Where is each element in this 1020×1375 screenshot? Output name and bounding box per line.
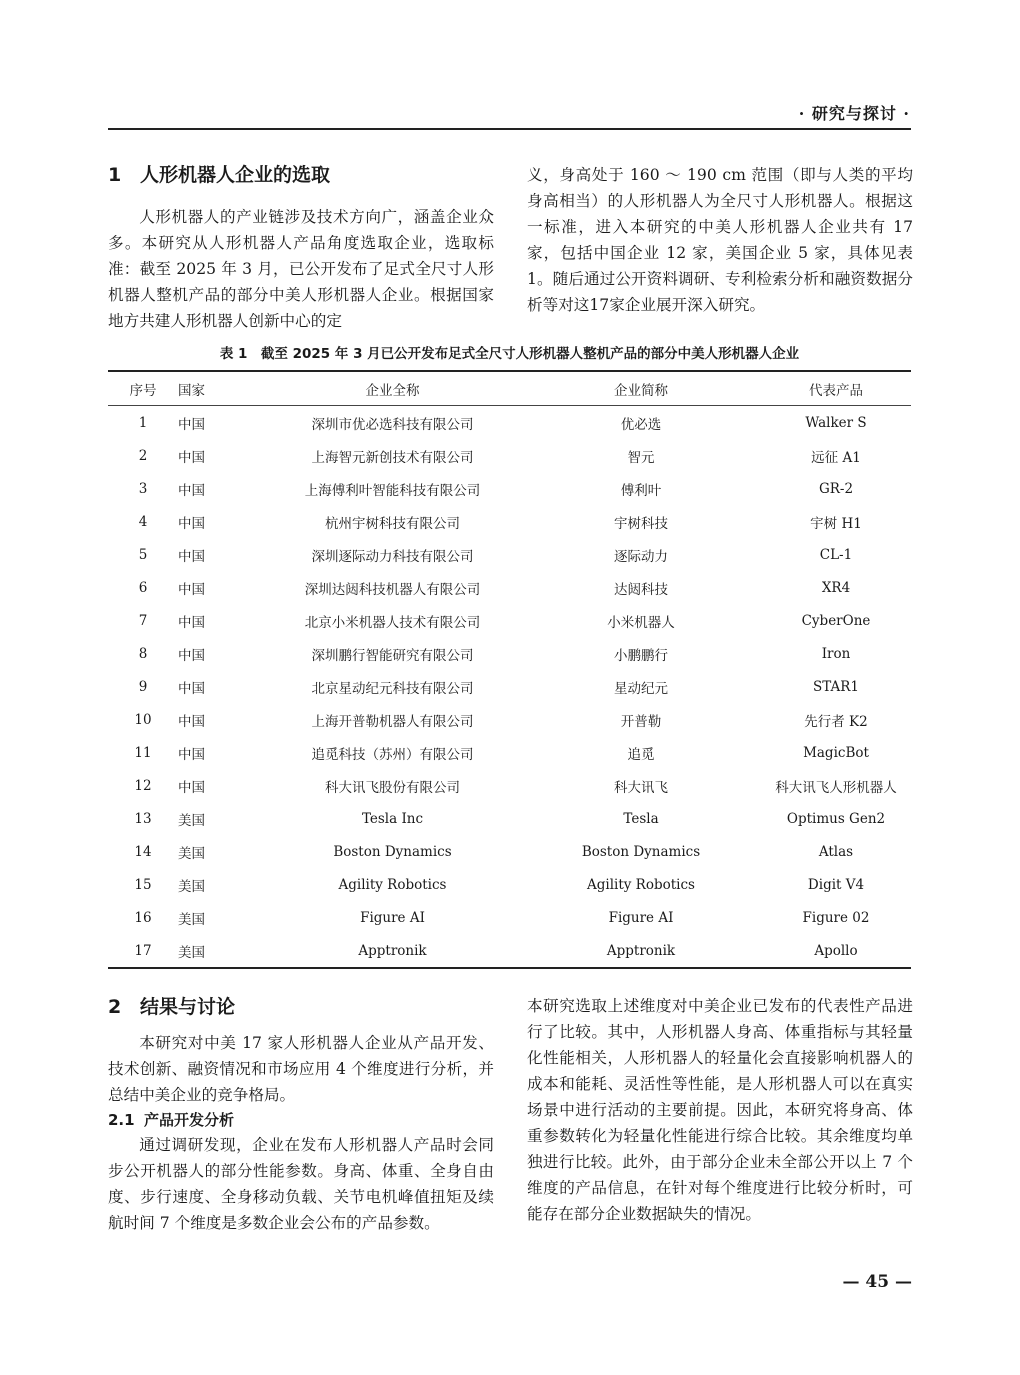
cell-product: Walker S: [805, 414, 867, 431]
table-row: [108, 670, 911, 703]
cell-short-name: Tesla: [623, 810, 659, 827]
cell-country: 美国: [178, 878, 205, 895]
header-index: 序号: [108, 371, 178, 406]
section2-paragraph2-right: 本研究选取上述维度对中美企业已发布的代表性产品进行了比较。其中，人形机器人身高、体重指标与其轻量化性能相关，人形机器人的轻量化会直接影响机器人的成本和能耗、灵活性等性能，是人形机器人可以在真实场景中进行活动的主要前提。因此，本研究将身高、体重参数转化为轻量化性能进行综合比较。其余维度均单独进行比较。此外，由于部分企业未全部公开以上 7 个维度的产品信息，在针对每个维度进行比较分析时，可能存在部分企业数据缺失的情况。: [527, 997, 913, 1223]
header-full-name: 企业全称: [264, 371, 521, 406]
cell-product: Iron: [821, 645, 851, 662]
section2-right-column: [527, 993, 913, 1227]
cell-country: 中国: [178, 515, 205, 532]
cell-short-name: 开普勒: [620, 713, 662, 730]
cell-country: 美国: [178, 911, 205, 928]
cell-short-name: Figure AI: [608, 909, 674, 926]
section2-heading: [108, 992, 494, 1022]
cell-product: STAR1: [812, 678, 860, 695]
table-row: [108, 604, 911, 637]
cell-short-name: 达闼科技: [614, 581, 668, 598]
cell-index: 17: [108, 934, 178, 968]
section2-paragraph2-left: 通过调研发现，企业在发布人形机器人产品时会同步公开机器人的部分性能参数。身高、体重、全身自由度、步行速度、全身移动负载、关节电机峰值扭矩及续航时间 7 个维度是多数企业会公布的产品参数。: [108, 1136, 494, 1232]
companies-table: [108, 370, 911, 969]
cell-product: Digit V4: [807, 876, 865, 893]
cell-index: 5: [138, 546, 148, 563]
table-caption: 表 1 截至 2025 年 3 月已公开发布足式全尺寸人形机器人整机产品的部分中美人形机器人企业: [219, 346, 800, 362]
cell-product: 宇树 H1: [810, 515, 862, 532]
cell-country: 中国: [178, 482, 205, 499]
table-row: [108, 505, 911, 538]
cell-index: 4: [138, 513, 148, 530]
cell-country: 中国: [178, 614, 205, 631]
cell-product: 先行者 K2: [804, 713, 868, 730]
cell-full-name: 杭州宇树科技有限公司: [325, 515, 460, 532]
cell-product: MagicBot: [803, 744, 869, 761]
cell-index: 14: [134, 843, 152, 860]
cell-short-name: 星动纪元: [614, 680, 668, 697]
section2-left-column: [108, 992, 494, 1236]
cell-short-name: 优必选: [620, 416, 662, 433]
cell-short-name: Agility Robotics: [587, 876, 695, 893]
cell-product: CL-1: [819, 546, 853, 563]
table-row: [108, 439, 911, 472]
cell-product: Atlas: [818, 843, 854, 860]
cell-index: 8: [138, 645, 148, 662]
table-row: [108, 868, 911, 901]
cell-index: 11: [134, 744, 152, 761]
cell-full-name: Apptronik: [264, 934, 521, 968]
subsection-title: 产品开发分析: [144, 1111, 235, 1129]
cell-country: 中国: [178, 680, 205, 697]
subsection-heading: [108, 1108, 494, 1132]
cell-full-name: 深圳鹏行智能研究有限公司: [311, 647, 474, 664]
cell-product: 科大讯飞人形机器人: [775, 779, 897, 796]
cell-short-name: Apptronik: [521, 934, 761, 968]
cell-full-name: 上海傅利叶智能科技有限公司: [304, 482, 481, 499]
cell-country: 中国: [178, 746, 205, 763]
section2-number: 2: [108, 996, 122, 1018]
cell-short-name: Boston Dynamics: [581, 843, 701, 860]
table-row: [108, 538, 911, 571]
cell-country: 美国: [178, 845, 205, 862]
section1-heading: [108, 160, 494, 190]
table-row: [108, 835, 911, 868]
table-row: [108, 736, 911, 769]
cell-country: 中国: [178, 647, 205, 664]
cell-country: 美国: [178, 812, 205, 829]
table-row: [108, 637, 911, 670]
table-row: [108, 703, 911, 736]
cell-full-name: 深圳达闼科技机器人有限公司: [304, 581, 481, 598]
header-short-name: 企业简称: [521, 371, 761, 406]
section1-number: 1: [108, 164, 122, 186]
cell-short-name: 逐际动力: [614, 548, 668, 565]
cell-product: Optimus Gen2: [786, 810, 886, 827]
section1-paragraph-left: 人形机器人的产业链涉及技术方向广，涵盖企业众多。本研究从人形机器人产品角度选取企业，选取标准：截至 2025 年 3 月，已公开发布了足式全尺寸人形机器人整机产品的部分中美人形机器人企业。根据国家地方共建人形机器人创新中心的定: [108, 208, 494, 330]
cell-country: 中国: [178, 581, 205, 598]
cell-full-name: 北京小米机器人技术有限公司: [304, 614, 481, 631]
cell-full-name: Figure AI: [360, 909, 425, 926]
cell-index: 10: [134, 711, 152, 728]
section2-paragraph1: 本研究对中美 17 家人形机器人企业从产品开发、技术创新、融资情况和市场应用 4 个维度进行分析，并总结中美企业的竞争格局。: [108, 1034, 494, 1104]
cell-short-name: 宇树科技: [614, 515, 668, 532]
cell-index: 7: [138, 612, 148, 629]
cell-short-name: 智元: [627, 449, 655, 466]
cell-product: Figure 02: [802, 909, 870, 926]
table-row: [108, 769, 911, 802]
table-row: [108, 934, 911, 968]
cell-index: 2: [138, 447, 148, 464]
section1-right-column: [527, 162, 913, 318]
cell-full-name: 追觅科技（苏州）有限公司: [311, 746, 474, 763]
table-row: [108, 472, 911, 505]
cell-index: 16: [134, 909, 152, 926]
cell-short-name: 小鹏鹏行: [614, 647, 668, 664]
page-number: — 45 —: [842, 1272, 912, 1292]
cell-full-name: 北京星动纪元科技有限公司: [311, 680, 474, 697]
cell-full-name: 深圳市优必选科技有限公司: [311, 416, 474, 433]
cell-country: 中国: [178, 548, 205, 565]
section1-paragraph-right: 义，身高处于 160 ～ 190 cm 范围（即与人类的平均身高相当）的人形机器人为全尺寸人形机器人。根据这一标准，进入本研究的中美人形机器人企业共有 17 家，包括中国企业 12 家，美国企业 5 家，具体见表 1。随后通过公开资料调研、专利检索分析和融资数据分析等对这17家企业展开深入研究。: [527, 166, 913, 314]
cell-country: 中国: [178, 416, 205, 433]
cell-product: Apollo: [761, 934, 911, 968]
cell-country: 中国: [178, 779, 205, 796]
table-row: [108, 802, 911, 835]
cell-product: 远征 A1: [811, 449, 861, 466]
cell-index: 6: [138, 579, 148, 596]
cell-full-name: Agility Robotics: [338, 876, 447, 893]
running-header: · 研究与探讨 ·: [798, 104, 910, 123]
cell-full-name: 上海智元新创技术有限公司: [311, 449, 474, 466]
header-country: 国家: [178, 371, 264, 406]
table-row: [108, 406, 911, 440]
cell-country: 美国: [178, 934, 264, 968]
cell-country: 中国: [178, 449, 205, 466]
cell-short-name: 傅利叶: [620, 482, 662, 499]
subsection-number: 2.1: [108, 1111, 135, 1129]
cell-product: XR4: [821, 579, 851, 596]
cell-full-name: Boston Dynamics: [333, 843, 452, 860]
cell-index: 12: [134, 777, 152, 794]
cell-index: 9: [138, 678, 148, 695]
section1-title: 人形机器人企业的选取: [140, 164, 331, 186]
cell-index: 1: [138, 414, 148, 431]
cell-short-name: 科大讯飞: [614, 779, 668, 796]
header-rule: [108, 128, 911, 130]
cell-index: 3: [138, 480, 148, 497]
header-product: 代表产品: [761, 371, 911, 406]
cell-product: GR-2: [818, 480, 854, 497]
cell-full-name: 深圳逐际动力科技有限公司: [311, 548, 474, 565]
cell-index: 13: [134, 810, 152, 827]
table-row: [108, 571, 911, 604]
table-header-row: [108, 371, 911, 406]
cell-short-name: 追觅: [627, 746, 655, 763]
cell-product: CyberOne: [801, 612, 871, 629]
table-row: [108, 901, 911, 934]
section1-left-column: [108, 160, 494, 334]
cell-full-name: 上海开普勒机器人有限公司: [311, 713, 474, 730]
cell-full-name: 科大讯飞股份有限公司: [325, 779, 460, 796]
cell-short-name: 小米机器人: [607, 614, 675, 631]
cell-full-name: Tesla Inc: [361, 810, 424, 827]
section2-title: 结果与讨论: [140, 996, 236, 1018]
cell-country: 中国: [178, 713, 205, 730]
cell-index: 15: [134, 876, 152, 893]
